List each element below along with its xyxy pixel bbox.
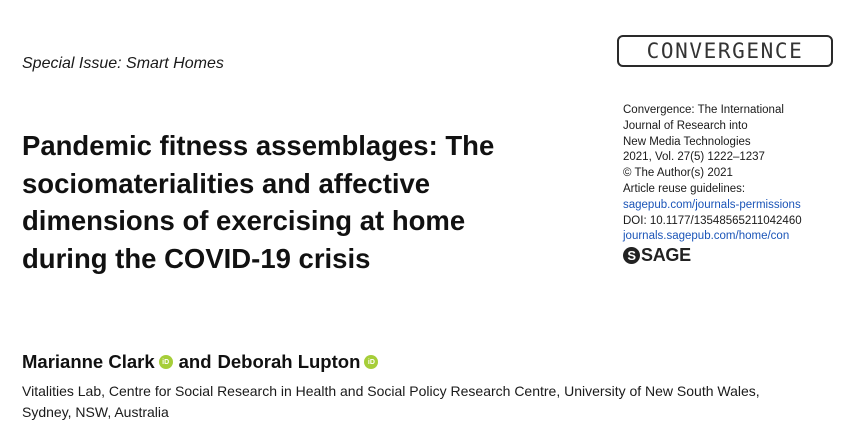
sage-logo [623, 244, 845, 265]
title-line: sociomaterialities and affective [22, 167, 431, 199]
author-name: Deborah Lupton [217, 351, 361, 372]
title-line: dimensions of exercising at home [22, 205, 466, 236]
journal-home-link[interactable]: journals.sagepub.com/home/con [623, 230, 790, 243]
author-connector: and [178, 351, 212, 372]
sage-mark-icon: S [623, 247, 640, 264]
affiliation-line: Sydney, NSW, Australia [22, 404, 169, 420]
journal-name-line: New Media Technologies [623, 135, 751, 148]
journal-info [623, 103, 845, 264]
reuse-guidelines-label: Article reuse guidelines: [623, 182, 746, 195]
journal-name-line: Convergence: The International [623, 104, 784, 116]
affiliation-line: Vitalities Lab, Centre for Social Research in Health and Social Policy Research Centre, University of New South Wales, [22, 383, 760, 399]
journal-name-line: Journal of Research into [623, 119, 748, 132]
title-line: Pandemic fitness assemblages: The [22, 130, 495, 161]
author-name: Marianne Clark [22, 351, 155, 372]
orcid-icon[interactable]: iD [159, 355, 173, 369]
journal-copyright: © The Author(s) 2021 [623, 167, 733, 180]
doi: DOI: 10.1177/13548565211042460 [623, 214, 802, 227]
orcid-icon[interactable]: iD [364, 355, 378, 369]
affiliation [22, 381, 842, 423]
convergence-logo: CONVERGENCE [617, 35, 833, 67]
author-list [22, 351, 384, 373]
journal-volume: 2021, Vol. 27(5) 1222–1237 [623, 151, 765, 164]
article-title [22, 127, 592, 277]
title-line: during the COVID-19 crisis [22, 242, 371, 274]
permissions-link[interactable]: sagepub.com/journals-permissions [623, 198, 801, 211]
special-issue-label: Special Issue: Smart Homes [22, 55, 224, 72]
sage-logo-text: SAGE [641, 244, 691, 265]
